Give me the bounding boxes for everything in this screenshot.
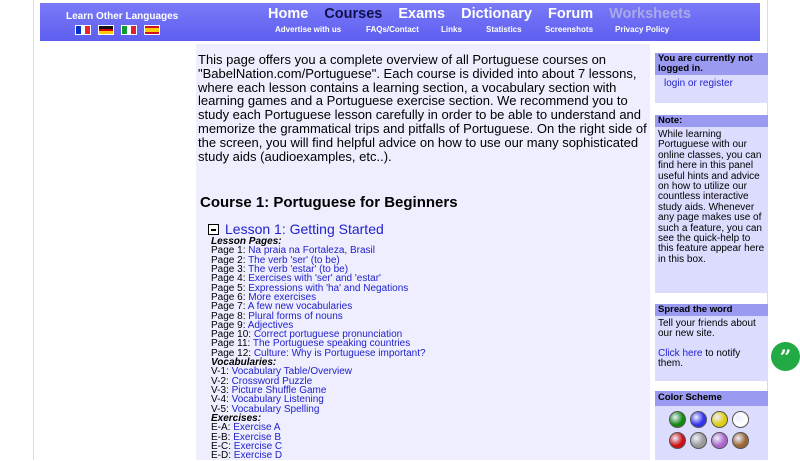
- learn-other-languages-title: Learn Other Languages: [66, 11, 179, 22]
- vocabulary-item-link[interactable]: Vocabulary Spelling: [231, 403, 320, 415]
- item-prefix: Page 10:: [211, 329, 254, 341]
- lesson-page-item-link[interactable]: More exercises: [248, 291, 317, 303]
- exercise-item-link[interactable]: Exercise D: [233, 450, 283, 461]
- color-swatch[interactable]: [690, 432, 707, 449]
- item-prefix: V-3:: [211, 385, 232, 396]
- spread-body: Tell your friends about our new site.: [658, 318, 756, 340]
- item-prefix: E-A:: [211, 422, 234, 434]
- course-title: Course 1: Portuguese for Beginners: [200, 194, 458, 211]
- lesson-page-item-link[interactable]: The Portuguese speaking countries: [252, 338, 411, 350]
- subnav-screenshotslink[interactable]: Screenshots: [545, 25, 594, 34]
- lesson-page-item-link[interactable]: The verb 'estar' (to be): [248, 263, 349, 275]
- nav-home-link[interactable]: Home: [268, 6, 309, 22]
- color-swatch[interactable]: [669, 432, 686, 449]
- color-swatch[interactable]: [732, 411, 749, 428]
- color-swatch-grid: [655, 406, 768, 453]
- vocabularies-heading: Vocabularies:: [211, 357, 277, 369]
- lesson-page-item-link[interactable]: Exercises with 'ser' and 'estar': [248, 273, 381, 285]
- exercise-item: [211, 451, 641, 460]
- item-prefix: Page 11:: [211, 338, 253, 350]
- subnav-linkslink[interactable]: Links: [441, 25, 462, 34]
- note-title: Note:: [655, 115, 768, 127]
- nav-exams-link[interactable]: Exams: [398, 6, 446, 22]
- lesson-page-item-link[interactable]: Culture: Why is Portuguese important?: [253, 347, 426, 359]
- item-prefix: V-5:: [211, 403, 232, 415]
- vocabulary-item-link[interactable]: Crossword Puzzle: [231, 375, 313, 387]
- note-body: While learning Portuguese with our online classes, you can find here in this panel useful hints and advice on how to utilize our countless interactive study aids. Whenever any page makes use of such a feature, you can see the quick-help to this feature appear here in this box.: [658, 129, 765, 265]
- login-status-title: You are currently not logged in.: [655, 53, 768, 75]
- nav-worksheets-link[interactable]: Worksheets: [609, 6, 692, 22]
- lesson-page-item-link[interactable]: Na praia na Fortaleza, Brasil: [248, 245, 375, 257]
- item-prefix: Page 12:: [211, 347, 254, 359]
- intro-paragraph: This page offers you a complete overview of all Portuguese courses on "BabelNation.com/Portuguese". Each course is divided into about 7 lessons, where each lesson contains a learning section, a vocabulary section with learning games and a Portuguese exercise section. We recommend you to study each Portuguese lesson carefully in order to be able to understand and memorize the grammatical trips and pitfalls of Portuguese. On the right side of the screen, you will find helpful advice on how to use our many sophisticated study aids (audioexamples, etc..).: [198, 52, 647, 164]
- vocabulary-item-link[interactable]: Vocabulary Listening: [231, 394, 324, 406]
- exercises-heading: Exercises:: [211, 412, 262, 424]
- sub-navigation: [40, 25, 760, 37]
- spread-suffix: to notify them.: [658, 347, 741, 370]
- color-scheme-box: [655, 391, 768, 460]
- nav-dictionary-link[interactable]: Dictionary: [461, 6, 533, 22]
- item-prefix: Page 8:: [211, 310, 249, 322]
- color-swatch[interactable]: [711, 432, 728, 449]
- exercise-item-link[interactable]: Exercise B: [233, 431, 282, 443]
- subnav-advertise-with-uslink[interactable]: Advertise with us: [275, 25, 342, 34]
- notify-friends-link[interactable]: Click here: [658, 347, 703, 359]
- main-navigation: [268, 6, 691, 22]
- item-prefix: E-C:: [211, 440, 234, 452]
- subnav-privacy-policylink[interactable]: Privacy Policy: [615, 25, 670, 34]
- lesson-page-item-link[interactable]: Plural forms of nouns: [248, 310, 343, 322]
- lesson-page-item-link[interactable]: Expressions with 'ha' and Negations: [248, 282, 409, 294]
- lesson-page-item-link[interactable]: Adjectives: [247, 319, 294, 331]
- item-prefix: Page 9:: [211, 319, 248, 331]
- nav-forum-link[interactable]: Forum: [548, 6, 594, 22]
- lesson-page-item-link[interactable]: Correct portuguese pronunciation: [253, 329, 403, 341]
- lesson-page-item-link[interactable]: A few new vocabularies: [247, 301, 353, 313]
- color-scheme-title: Color Scheme: [655, 391, 768, 406]
- vocabulary-item-link[interactable]: Picture Shuffle Game: [231, 385, 327, 396]
- item-prefix: V-1:: [211, 366, 232, 378]
- item-prefix: E-B:: [211, 431, 234, 443]
- exercise-item-link[interactable]: Exercise A: [233, 422, 281, 434]
- item-prefix: Page 2:: [211, 254, 249, 266]
- item-prefix: E-D:: [211, 450, 234, 461]
- quote-icon[interactable]: ”: [771, 342, 800, 371]
- item-prefix: Page 4:: [211, 273, 249, 285]
- item-prefix: V-2:: [211, 375, 232, 387]
- item-prefix: Page 7:: [211, 301, 248, 313]
- color-swatch[interactable]: [669, 411, 686, 428]
- site-header: [40, 3, 760, 41]
- spread-title: Spread the word: [655, 304, 768, 316]
- color-swatch[interactable]: [711, 411, 728, 428]
- item-prefix: V-4:: [211, 394, 232, 406]
- vocabulary-item-link[interactable]: Vocabulary Table/Overview: [231, 366, 353, 378]
- item-prefix: Page 3:: [211, 263, 249, 275]
- item-prefix: Page 6:: [211, 291, 249, 303]
- color-swatch[interactable]: [732, 432, 749, 449]
- lesson-page-item-link[interactable]: The verb 'ser' (to be): [248, 254, 340, 266]
- spread-the-word-box: [655, 304, 768, 381]
- subnav-statisticslink[interactable]: Statistics: [486, 25, 522, 34]
- nav-courses-link[interactable]: Courses: [324, 6, 383, 22]
- login-status-box: [655, 53, 768, 103]
- subnav-faqs-contactlink[interactable]: FAQs/Contact: [366, 25, 419, 34]
- item-prefix: Page 5:: [211, 282, 249, 294]
- color-swatch[interactable]: [690, 411, 707, 428]
- lesson-title-link[interactable]: Lesson 1: Getting Started: [225, 221, 384, 237]
- lesson-pages-heading: Lesson Pages:: [211, 236, 282, 247]
- vocabulary-item: [211, 405, 641, 414]
- exercise-item-link[interactable]: Exercise C: [233, 440, 283, 452]
- login-register-link[interactable]: login or register: [664, 78, 733, 89]
- collapse-toggle-icon[interactable]: [208, 224, 219, 235]
- note-box: [655, 115, 768, 293]
- lesson-contents: [211, 237, 641, 461]
- item-prefix: Page 1:: [211, 245, 249, 257]
